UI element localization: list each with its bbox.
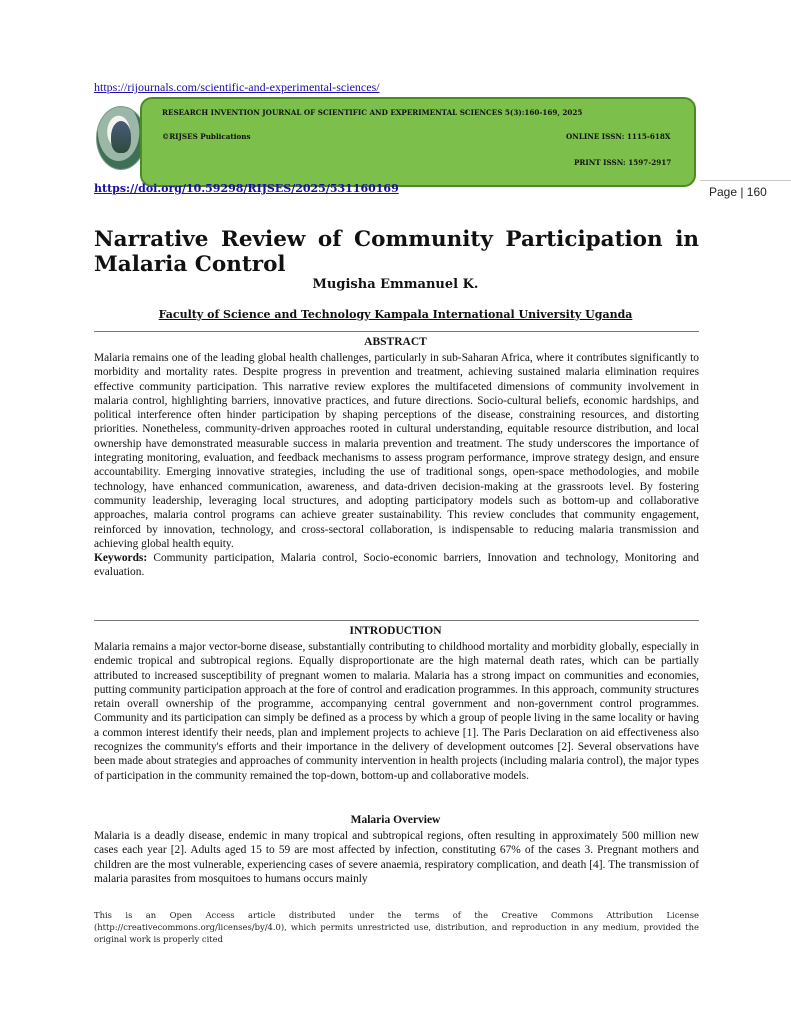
divider-middle [94, 620, 699, 621]
article-affiliation: Faculty of Science and Technology Kampala International University Uganda [158, 308, 633, 321]
doi-link[interactable]: https://doi.org/10.59298/RIJSES/2025/531160169 [94, 182, 399, 195]
journal-url-link[interactable]: https://rijournals.com/scientific-and-experimental-sciences/ [94, 80, 380, 94]
divider-top [94, 331, 699, 332]
journal-banner [140, 97, 696, 187]
banner-print-issn: PRINT ISSN: 1597-2917 [574, 158, 672, 167]
journal-logo [96, 106, 146, 170]
malaria-overview-heading: Malaria Overview [350, 814, 441, 826]
abstract-heading: ABSTRACT [364, 336, 427, 348]
introduction-body: Malaria remains a major vector-borne disease, substantially contributing to childhood mortality and morbidity globally, especially in endemic tropical and subtropical regions. Equally disproportionate are the high maternal death rates, which can be partially attributed to increased susceptibility of pregnant women to malaria. Malaria has a strong impact on communities and economies, putting community participation approach at the fore of control and eradication programmes. In this approach, community structures retain overall ownership of the programme, accompanying central government and non-government control programmes. Community and its participation can simply be defined as a process by which a group of people living in the same locality or having a common interest identify their needs, plan and implement projects to achieve [1]. The Paris Declaration on aid effectiveness also recognizes the community's efforts and their importance in the delivery of development outcomes [2]. Several observations have been made about strategies and approaches of community intervention in health projects (including malaria control), the major types of participation in the community remained the top-down, bottom-up and collaborative models. [94, 641, 699, 782]
introduction-heading: INTRODUCTION [349, 625, 442, 637]
keywords-text: Community participation, Malaria control, Socio-economic barriers, Innovation and technology, Monitoring and evaluation. [94, 552, 699, 579]
page-number: Page | 160 [709, 185, 767, 199]
banner-online-issn: ONLINE ISSN: 1115-618X [566, 132, 671, 141]
page-number-rule [700, 180, 791, 181]
article-title: Narrative Review of Community Participation in Malaria Control [94, 227, 699, 277]
license-footer: This is an Open Access article distributed under the terms of the Creative Commons Attribution License (http://creativecommons.org/licenses/by/4.0), which permits unrestricted use, distribution, and reproduction in any medium, provided the original work is properly cited [94, 910, 699, 944]
banner-journal-line: RESEARCH INVENTION JOURNAL OF SCIENTIFIC AND EXPERIMENTAL SCIENCES 5(3):160-169, 2025 [162, 108, 583, 117]
abstract-body [94, 351, 699, 580]
keywords-label: Keywords: [94, 552, 148, 565]
abstract-text: Malaria remains one of the leading global health challenges, particularly in sub-Saharan Africa, where it contributes significantly to morbidity and mortality rates. Despite progress in prevention and treatment, achieving sustained malaria elimination requires effective community participation. This narrative review explores the multifaceted dimensions of community involvement in malaria control, highlighting barriers, innovative practices, and future directions. Socio-cultural beliefs, economic hardships, and political interference often hinder participation by shaping perceptions of the disease, constraining resources, and distorting priorities. Nonetheless, community-driven approaches rooted in cultural understanding, equitable resource distribution, and local ownership have demonstrated measurable success in malaria prevention and treatment. The study underscores the importance of integrating monitoring, evaluation, and feedback mechanisms to assess program performance, improve strategy design, and ensure accountability. Emerging innovative strategies, including the use of traditional songs, open-space methodologies, and mobile technology, have enhanced communication, awareness, and data-driven decision-making at the grassroots level. By fostering community leadership, leveraging local structures, and adopting participatory models such as bottom-up and collaborative approaches, malaria control programs can achieve greater sustainability. This review concludes that community engagement, reinforced by innovation, technology, and cross-sectoral collaboration, is indispensable to reducing malaria transmission and achieving global health equity. [94, 352, 699, 550]
article-author: Mugisha Emmanuel K. [312, 277, 479, 292]
banner-publisher: ©RIJSES Publications [162, 132, 251, 141]
malaria-overview-body: Malaria is a deadly disease, endemic in many tropical and subtropical regions, often resulting in approximately 500 million new cases each year [2]. Adults aged 15 to 59 are most affected by infection, constituting 67% of the cases 3. Pregnant mothers and children are the most vulnerable, experiencing cases of severe anaemia, respiratory complication, and death [4]. The transmission of malaria parasites from mosquitoes to humans occurs mainly [94, 830, 699, 885]
